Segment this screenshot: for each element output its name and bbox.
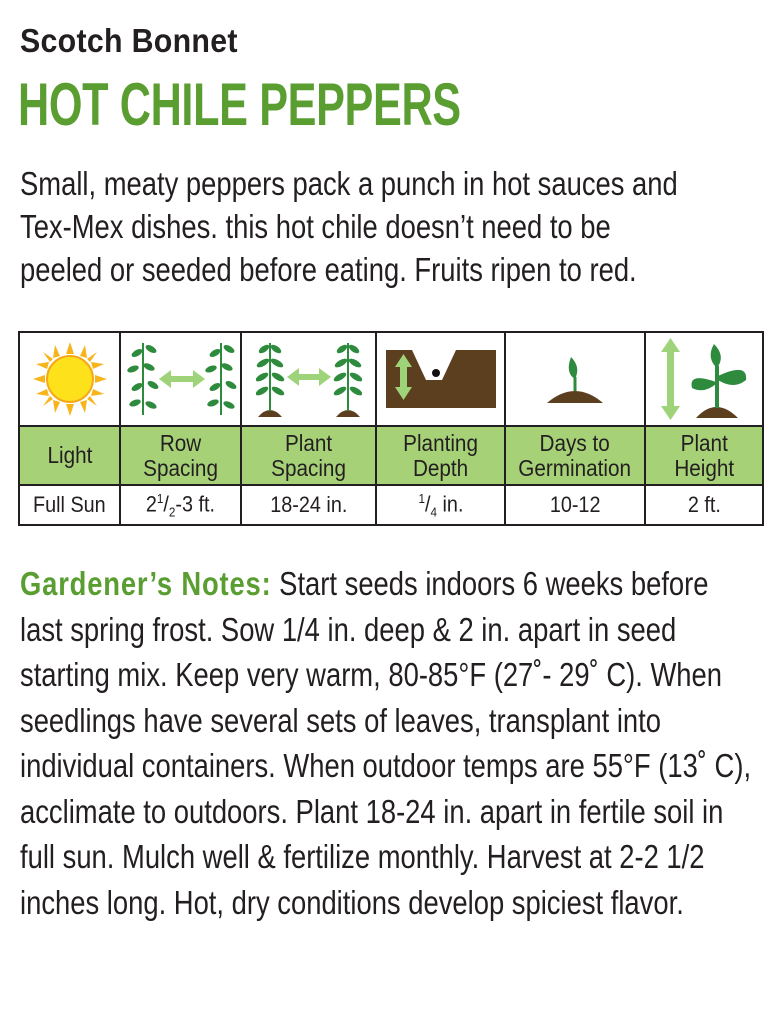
description: [20, 162, 750, 291]
notes-line: individual containers. When outdoor temps are 55°F (13˚ C),: [20, 747, 752, 784]
germination-label: Days to Germination: [505, 426, 645, 485]
planting-depth-value: $^1/_4$ in.: [376, 485, 505, 525]
germination-value: 10-12: [505, 485, 645, 525]
planting-depth-icon: [386, 350, 496, 408]
description-line: Small, meaty peppers pack a punch in hot sauces and: [20, 165, 678, 202]
notes-title: Gardener’s Notes:: [20, 565, 272, 602]
notes-line: inches long. Hot, dry conditions develop spiciest flavor.: [20, 883, 684, 921]
gardeners-notes: [20, 561, 759, 925]
seedling-icon: [545, 353, 605, 405]
notes-line: starting mix. Keep very warm, 80-85°F (27˚- 29˚ C). When: [20, 656, 723, 693]
notes-line: Start seeds indoors 6 weeks before: [271, 565, 709, 602]
notes-line: seedlings have several sets of leaves, transplant into: [20, 701, 661, 739]
row-spacing-label: Row Spacing: [120, 426, 241, 485]
plant-spacing-value: 18-24 in.: [241, 485, 376, 525]
variety-name: Scotch Bonnet: [20, 22, 238, 59]
plant-spacing-icon-cell: [241, 332, 376, 426]
light-label: Light: [19, 426, 120, 485]
row-spacing-icon-cell: [120, 332, 241, 426]
sun-icon: [31, 340, 109, 418]
light-icon-cell: [19, 332, 120, 426]
notes-line: last spring frost. Sow 1/4 in. deep & 2 in. apart in seed: [20, 610, 677, 648]
category-title: HOT CHILE PEPPERS: [18, 71, 461, 138]
light-value: Full Sun: [19, 485, 120, 525]
germination-icon-cell: [505, 332, 645, 426]
plant-height-label: Plant Height: [645, 426, 763, 485]
row-spacing-icon: [125, 339, 237, 419]
row-spacing-value: $2^1/_2-3$ ft.: [120, 485, 241, 525]
description-line: peeled or seeded before eating. Fruits ripen to red.: [20, 251, 637, 288]
plant-height-icon: [658, 338, 750, 420]
icon-row: [19, 332, 763, 426]
label-row: [19, 426, 763, 485]
planting-depth-label: Planting Depth: [376, 426, 505, 485]
growing-info-table: [18, 331, 764, 526]
plant-spacing-icon: [256, 339, 362, 419]
planting-depth-icon-cell: [376, 332, 505, 426]
plant-height-value: 2 ft.: [645, 485, 763, 525]
description-line: Tex-Mex dishes. this hot chile doesn’t need to be: [20, 208, 611, 245]
plant-height-icon-cell: [645, 332, 763, 426]
notes-line: full sun. Mulch well & fertilize monthly. Harvest at 2-2 1/2: [20, 838, 705, 875]
notes-line: acclimate to outdoors. Plant 18-24 in. apart in fertile soil in: [20, 792, 724, 830]
value-row: [19, 485, 763, 525]
plant-spacing-label: Plant Spacing: [241, 426, 376, 485]
